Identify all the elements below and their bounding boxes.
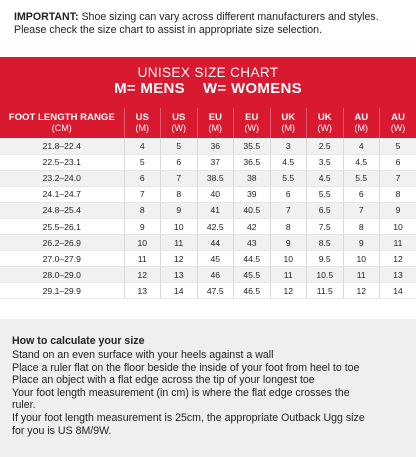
table-cell: 12 [380, 251, 416, 267]
table-cell: 10 [124, 235, 161, 251]
table-cell: 21.8–22.4 [0, 138, 124, 154]
table-cell: 35.5 [234, 138, 271, 154]
header-uk-w-sub: (W) [317, 123, 332, 133]
table-cell: 5 [161, 138, 198, 154]
table-cell: 40.5 [234, 202, 271, 218]
how-to-step-line: Place an object with a flat edge across the tip of your longest toe [12, 374, 315, 387]
table-cell: 29.1–29.9 [0, 283, 124, 299]
how-to-title: How to calculate your size [12, 335, 145, 347]
table-row [0, 235, 416, 251]
table-row [0, 267, 416, 283]
header-uk-m-sub: (M) [281, 123, 295, 133]
table-cell: 43 [234, 235, 271, 251]
banner-title: UNISEX SIZE CHART [137, 65, 279, 80]
header-eu-w-top: EU [245, 112, 259, 123]
table-cell: 23.2–24.0 [0, 170, 124, 186]
table-cell: 7 [343, 202, 380, 218]
table-cell: 44 [197, 235, 234, 251]
table-cell: 6 [124, 170, 161, 186]
table-cell: 38.5 [197, 170, 234, 186]
table-row [0, 170, 416, 186]
table-cell: 8.5 [307, 235, 344, 251]
table-cell: 36 [197, 138, 234, 154]
table-cell: 13 [161, 267, 198, 283]
table-row [0, 218, 416, 234]
table-cell: 5.5 [343, 170, 380, 186]
table-row [0, 186, 416, 202]
table-cell: 25.5–26.1 [0, 218, 124, 234]
table-cell: 11 [161, 235, 198, 251]
table-cell: 40 [197, 186, 234, 202]
table-cell: 13 [124, 283, 161, 299]
header-us-w-top: US [172, 112, 186, 123]
table-cell: 3.5 [307, 154, 344, 170]
header-eu-m-top: EU [208, 112, 222, 123]
table-cell: 26.2–26.9 [0, 235, 124, 251]
how-to-step-line: Your foot length measurement (in cm) is where the flat edge crosses the [12, 386, 350, 399]
table-cell: 44.5 [234, 251, 271, 267]
table-cell: 8 [161, 186, 198, 202]
header-us-m-sub: (M) [135, 123, 149, 133]
table-cell: 6 [161, 154, 198, 170]
table-cell: 7 [380, 170, 416, 186]
header-foot-length-top: FOOT LENGTH RANGE [8, 112, 115, 123]
header-au-w-top: AU [391, 112, 405, 123]
table-cell: 10.5 [307, 267, 344, 283]
header-uk-w [307, 108, 344, 138]
header-eu-w [234, 108, 271, 138]
header-eu-w-sub: (W) [244, 123, 259, 133]
table-cell: 10 [270, 251, 307, 267]
table-cell: 7 [161, 170, 198, 186]
header-au-w-sub: (W) [390, 123, 406, 133]
table-cell: 14 [380, 283, 416, 299]
table-cell: 11 [124, 251, 161, 267]
table-cell: 22.5–23.1 [0, 154, 124, 170]
table-cell: 42.5 [197, 218, 234, 234]
table-cell: 12 [270, 283, 307, 299]
table-cell: 12 [124, 267, 161, 283]
header-us-m [124, 108, 161, 138]
size-chart-banner [0, 57, 416, 108]
table-cell: 9.5 [307, 251, 344, 267]
table-cell: 5.5 [307, 186, 344, 202]
header-au-m [343, 108, 380, 138]
table-cell: 11.5 [307, 283, 344, 299]
table-cell: 4.5 [343, 154, 380, 170]
table-cell: 42 [234, 218, 271, 234]
table-cell: 6 [343, 186, 380, 202]
table-cell: 46 [197, 267, 234, 283]
table-cell: 6.5 [307, 202, 344, 218]
table-cell: 39 [234, 186, 271, 202]
table-cell: 45 [197, 251, 234, 267]
table-row [0, 251, 416, 267]
how-to-step-line: for you is US 8M/9W. [12, 424, 112, 437]
table-cell: 47.5 [197, 283, 234, 299]
notice-line-2: Please check the size chart to assist in appropriate size selection. [14, 24, 322, 36]
banner-legend [0, 80, 416, 98]
table-cell: 9 [343, 235, 380, 251]
table-cell: 10 [161, 218, 198, 234]
table-cell: 10 [343, 251, 380, 267]
table-row [0, 154, 416, 170]
header-us-w-sub: (W) [171, 123, 186, 133]
table-cell: 4.5 [270, 154, 307, 170]
header-foot-length-sub: (CM) [51, 123, 72, 133]
table-row [0, 138, 416, 154]
header-au-m-sub: (M) [354, 123, 368, 133]
table-cell: 37 [197, 154, 234, 170]
table-cell: 4 [343, 138, 380, 154]
table-cell: 7 [124, 186, 161, 202]
table-cell: 9 [124, 218, 161, 234]
table-cell: 8 [270, 218, 307, 234]
table-cell: 11 [343, 267, 380, 283]
table-cell: 27.0–27.9 [0, 251, 124, 267]
table-cell: 2.5 [307, 138, 344, 154]
table-cell: 14 [161, 283, 198, 299]
table-cell: 13 [380, 267, 416, 283]
table-row [0, 283, 416, 299]
table-cell: 41 [197, 202, 234, 218]
table-cell: 11 [270, 267, 307, 283]
how-to-steps [12, 349, 406, 437]
table-cell: 11 [380, 235, 416, 251]
header-au-w [380, 108, 416, 138]
header-us-m-top: US [135, 112, 149, 123]
table-cell: 3 [270, 138, 307, 154]
table-cell: 6 [380, 154, 416, 170]
how-to-step-line: ruler. [12, 399, 36, 412]
table-cell: 12 [343, 283, 380, 299]
table-cell: 4.5 [307, 170, 344, 186]
header-uk-m-top: UK [281, 112, 296, 123]
table-header-row [0, 108, 416, 138]
legend-womens: W= WOMENS [202, 80, 302, 97]
notice-line-1: Shoe sizing can vary across different manufacturers and styles. [78, 11, 379, 23]
table-cell: 38 [234, 170, 271, 186]
header-eu-m [197, 108, 234, 138]
table-cell: 24.1–24.7 [0, 186, 124, 202]
table-cell: 10 [380, 218, 416, 234]
header-uk-w-top: UK [317, 112, 332, 123]
how-to-step-line: Stand on an even surface with your heels against a wall [12, 349, 274, 361]
header-eu-m-sub: (M) [208, 123, 222, 133]
header-uk-m [270, 108, 307, 138]
table-cell: 45.5 [234, 267, 271, 283]
table-cell: 36.5 [234, 154, 271, 170]
size-chart-table [0, 108, 416, 299]
legend-mens: M= MENS [114, 80, 185, 97]
table-cell: 6 [270, 186, 307, 202]
sizing-notice [14, 11, 406, 37]
header-au-m-top: AU [354, 112, 369, 123]
table-cell: 7 [270, 202, 307, 218]
table-cell: 28.0–29.0 [0, 267, 124, 283]
table-row [0, 202, 416, 218]
table-cell: 9 [161, 202, 198, 218]
table-cell: 9 [380, 202, 416, 218]
table-cell: 8 [343, 218, 380, 234]
table-cell: 12 [161, 251, 198, 267]
table-cell: 5 [380, 138, 416, 154]
header-foot-length [0, 108, 124, 138]
table-cell: 5 [124, 154, 161, 170]
table-cell: 46.5 [234, 283, 271, 299]
how-to-step-line: Place a ruler flat on the floor beside the inside of your foot from heel to toe [12, 361, 360, 374]
how-to-step-line: If your foot length measurement is 25cm, the appropriate Outback Ugg size [12, 411, 365, 424]
table-cell: 8 [124, 202, 161, 218]
notice-label: IMPORTANT: [14, 11, 79, 23]
header-us-w [161, 108, 198, 138]
table-cell: 7.5 [307, 218, 344, 234]
table-cell: 4 [124, 138, 161, 154]
table-cell: 8 [380, 186, 416, 202]
table-cell: 5.5 [270, 170, 307, 186]
table-cell: 9 [270, 235, 307, 251]
table-cell: 24.8–25.4 [0, 202, 124, 218]
size-chart-body [0, 138, 416, 299]
how-to-section [0, 319, 416, 457]
